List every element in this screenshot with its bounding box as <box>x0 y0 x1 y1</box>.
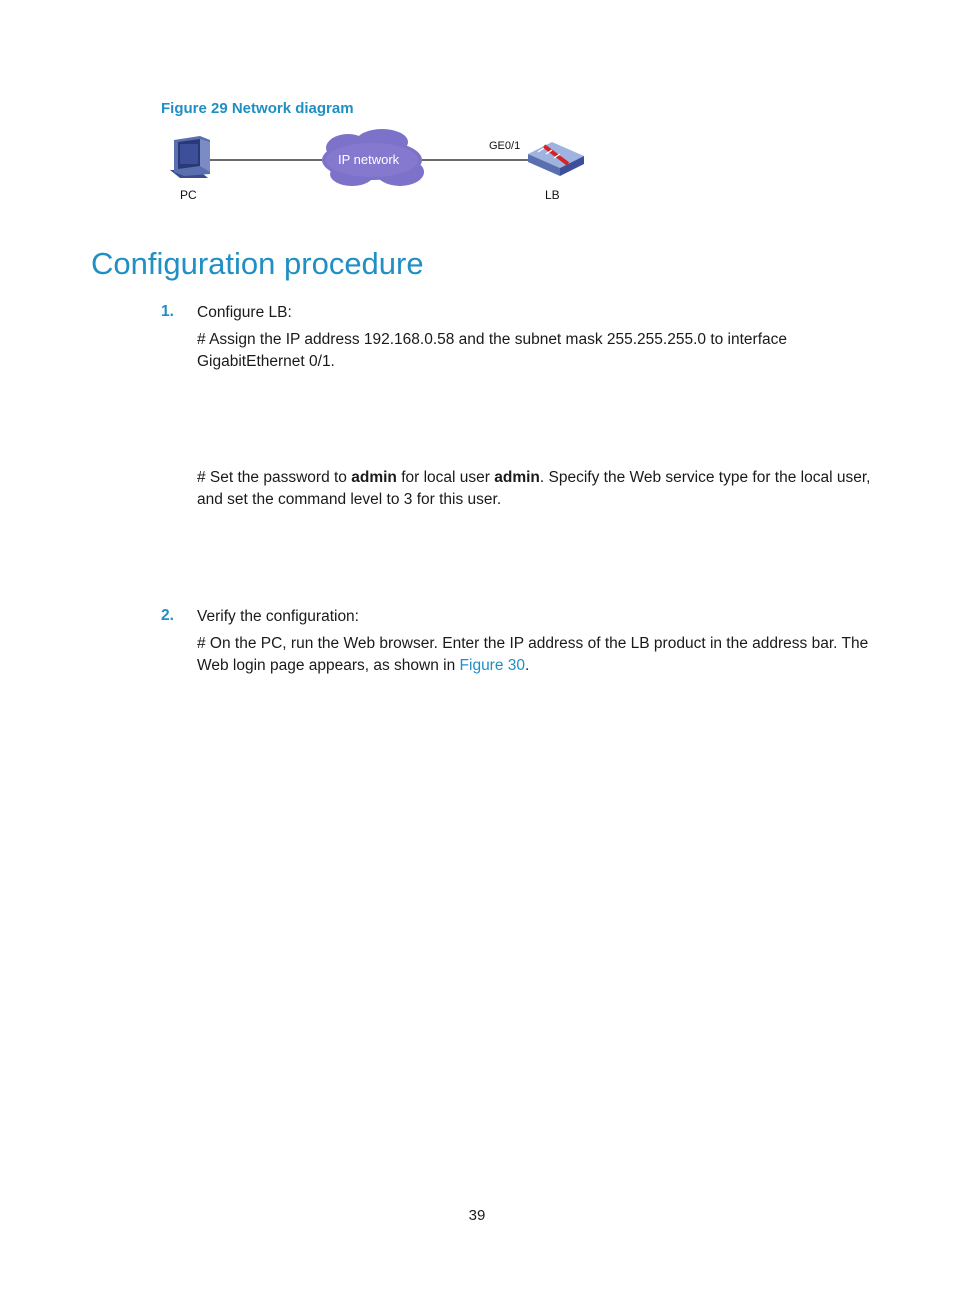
step-2-para1: # On the PC, run the Web browser. Enter the IP address of the LB product in the address bar. The <box>197 635 869 652</box>
step-1-number: 1. <box>161 303 174 320</box>
step-1-para2: # Set the password to admin for local user admin. Specify the Web service type for the local user, <box>197 469 871 486</box>
step-1-title: Configure LB: <box>197 304 292 321</box>
step-1-para2b: and set the command level to 3 for this user. <box>197 491 502 508</box>
page-number: 39 <box>468 1207 486 1224</box>
figure-30-link[interactable]: Figure 30 <box>459 657 526 674</box>
step-2-number: 2. <box>161 607 174 624</box>
lb-device-icon <box>528 142 584 176</box>
step-2-para1b: Web login page appears, as shown in Figure 30. <box>197 657 530 674</box>
section-heading: Configuration procedure <box>91 246 424 281</box>
step-1-para1: # Assign the IP address 192.168.0.58 and the subnet mask 255.255.255.0 to interface <box>197 331 787 348</box>
pc-icon <box>170 136 210 178</box>
network-diagram <box>160 126 600 212</box>
network-diagram-svg <box>160 126 600 212</box>
figure-caption: Figure 29 Network diagram <box>161 100 354 117</box>
port-label: GE0/1 <box>489 140 521 152</box>
lb-label: LB <box>545 188 560 202</box>
pc-label: PC <box>180 188 197 202</box>
cloud-label: IP network <box>338 152 400 167</box>
step-2-title: Verify the configuration: <box>197 608 359 625</box>
step-1-para1b: GigabitEthernet 0/1. <box>197 353 335 370</box>
